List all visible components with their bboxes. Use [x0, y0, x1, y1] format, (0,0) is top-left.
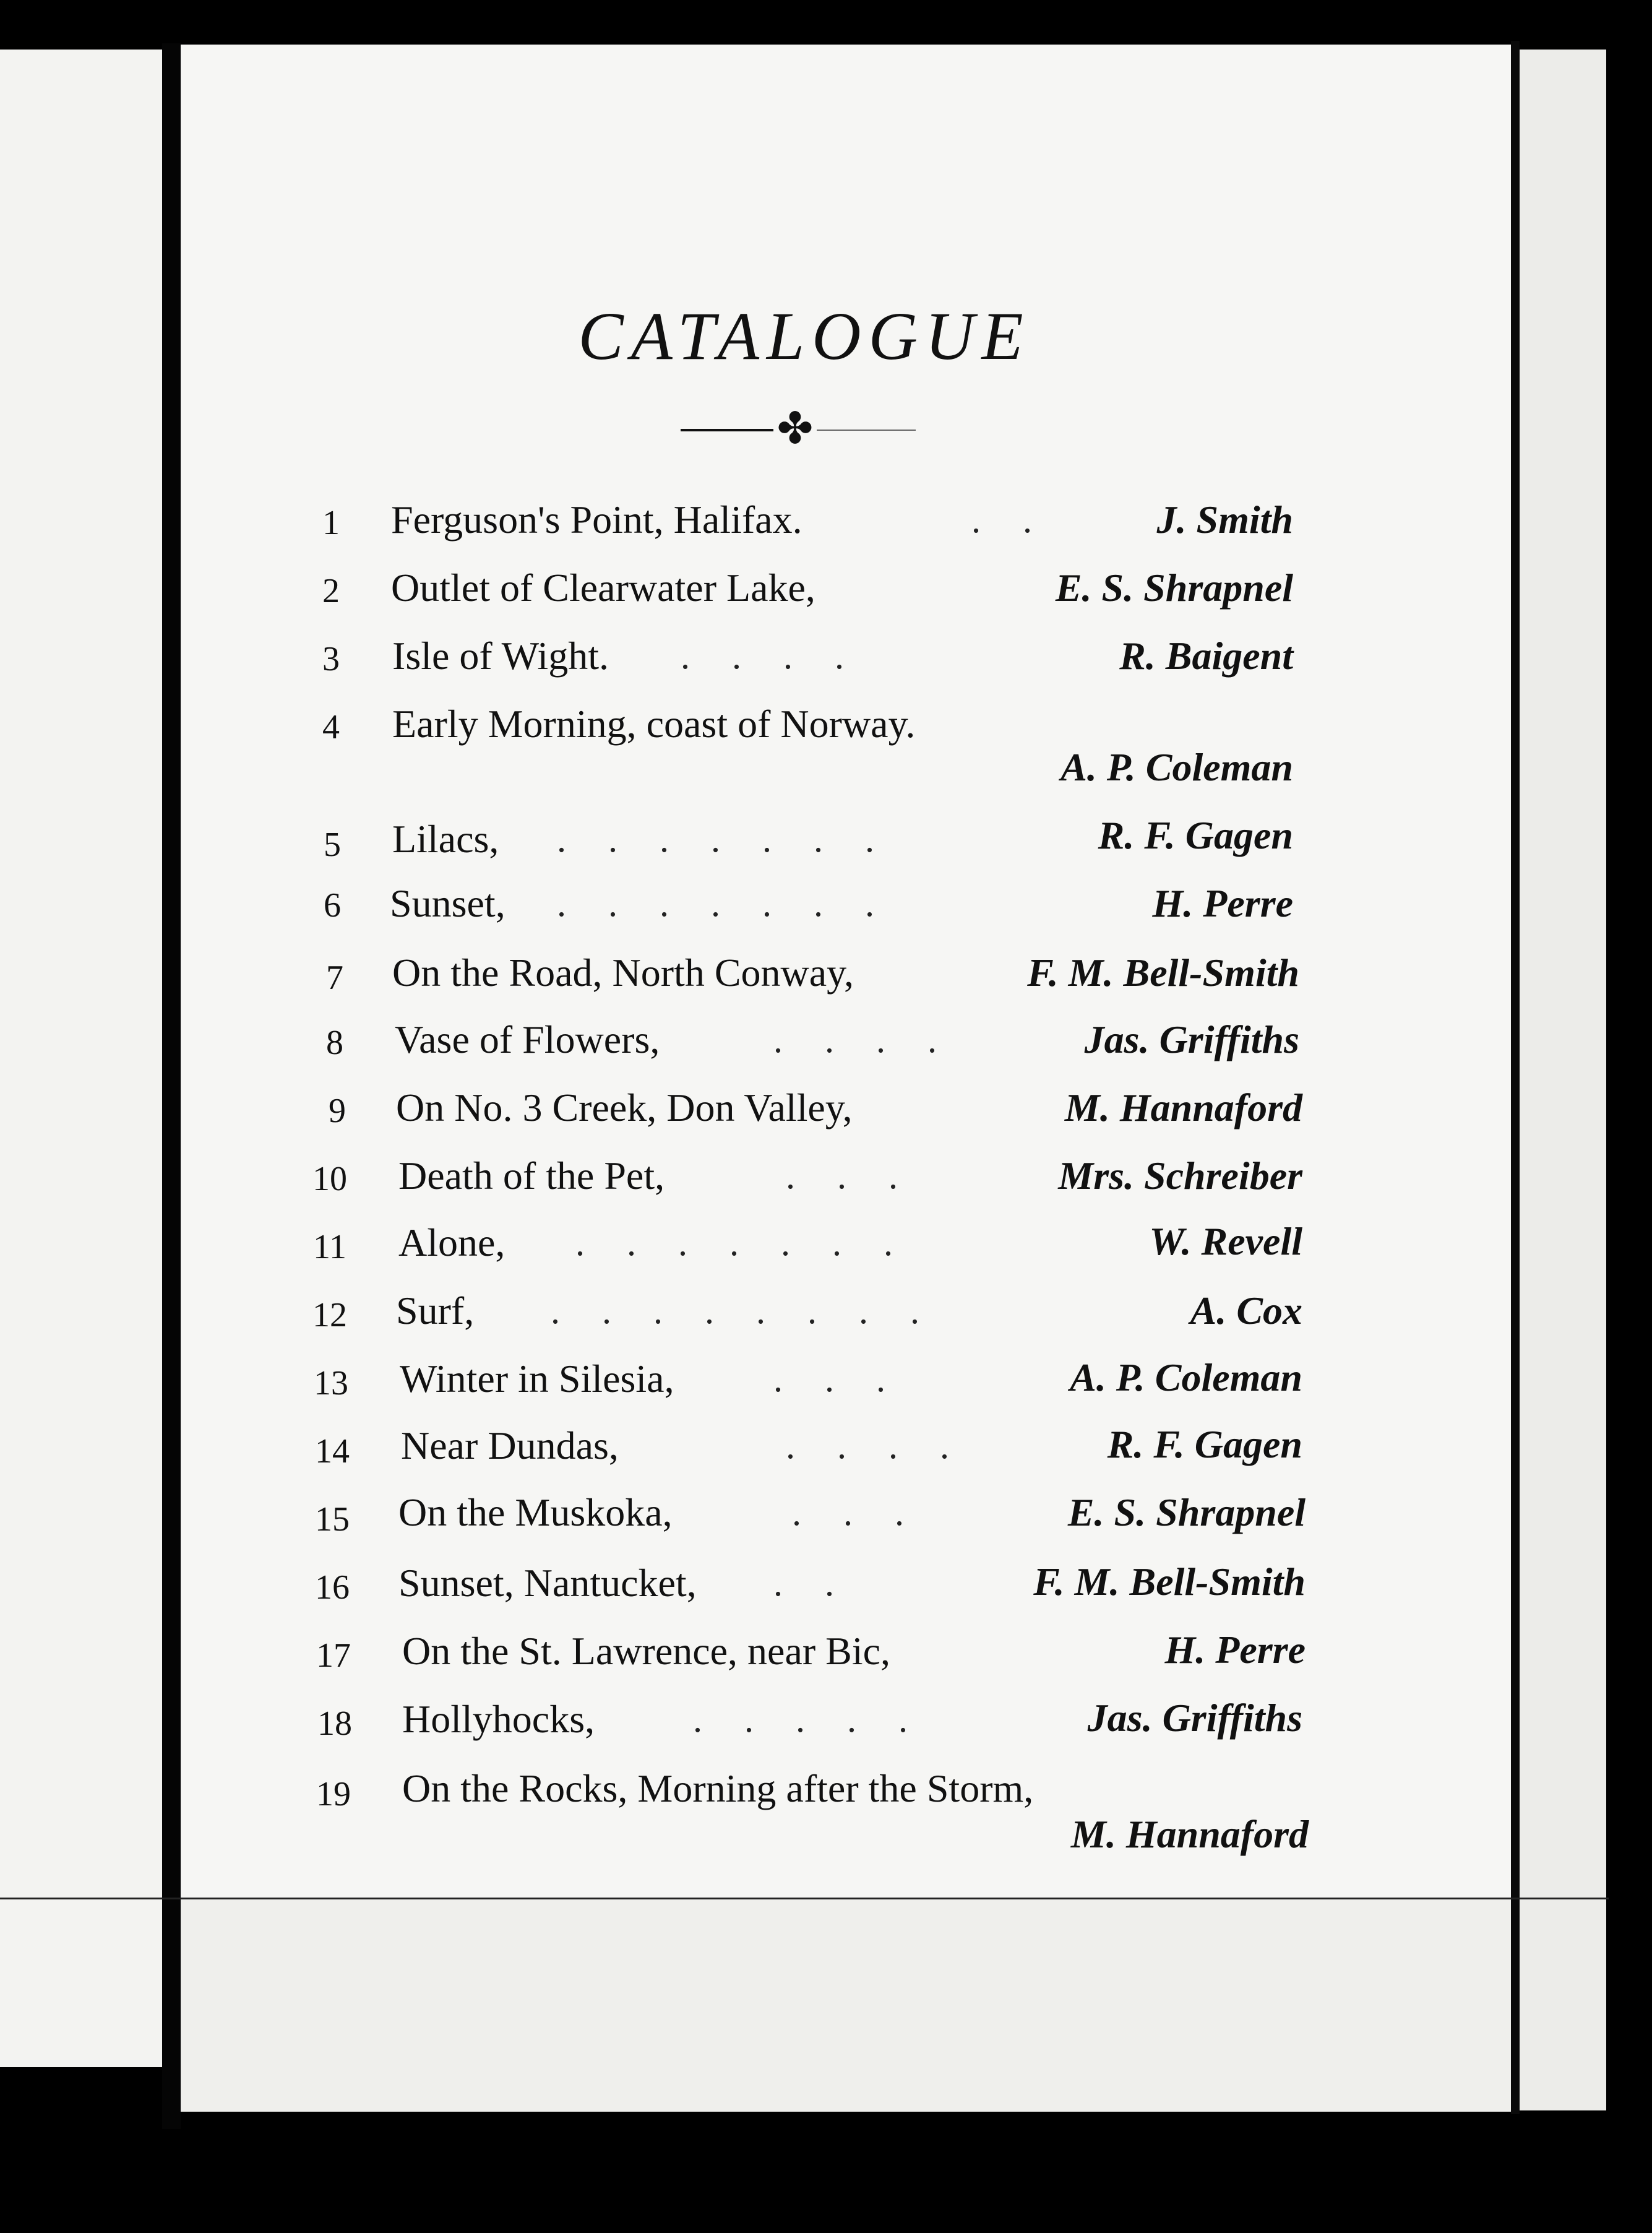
page-edge-right	[1511, 41, 1520, 2114]
dot-leaders: ....	[773, 1019, 979, 1060]
ornament-rule-left	[681, 429, 773, 431]
work-title: On the Road, North Conway,	[392, 951, 854, 995]
work-title: Lilacs,	[392, 817, 499, 861]
entry-number: 15	[315, 1500, 350, 1539]
page-title: CATALOGUE	[578, 298, 1031, 374]
dot-leaders: ...	[792, 1492, 946, 1533]
entry-number: 19	[316, 1775, 351, 1813]
dot-leaders: .......	[575, 1222, 935, 1263]
entry-number: 16	[315, 1568, 350, 1607]
dot-leaders: .....	[693, 1699, 950, 1740]
artist-name: Jas. Griffiths	[1087, 1696, 1302, 1740]
entry-number: 14	[315, 1432, 350, 1471]
entry-number: 4	[322, 708, 340, 746]
book-gutter	[162, 43, 181, 2129]
artist-name: Mrs. Schreiber	[1058, 1154, 1302, 1198]
entry-number: 8	[326, 1024, 343, 1062]
dot-leaders: ..	[773, 1563, 876, 1604]
artist-name: F. M. Bell-Smith	[1027, 951, 1299, 995]
artist-name: W. Revell	[1149, 1219, 1302, 1263]
artist-name: R. F. Gagen	[1107, 1422, 1302, 1466]
work-title: Surf,	[396, 1289, 475, 1332]
artist-name: R. Baigent	[1119, 634, 1293, 678]
work-title: Vase of Flowers,	[395, 1017, 660, 1061]
dot-leaders: ........	[551, 1290, 962, 1331]
work-title: Isle of Wight.	[392, 634, 609, 678]
work-title: Near Dundas,	[401, 1423, 619, 1467]
work-title: On the Rocks, Morning after the Storm,	[402, 1766, 1034, 1810]
entry-number: 1	[322, 504, 340, 542]
dot-leaders: ....	[681, 636, 886, 676]
work-title: Sunset,	[390, 881, 505, 925]
dot-leaders: ...	[773, 1358, 927, 1399]
artist-name: A. P. Coleman	[1060, 745, 1293, 789]
work-title: Hollyhocks,	[402, 1697, 595, 1741]
entry-number: 9	[329, 1092, 346, 1130]
artist-name: A. P. Coleman	[1070, 1355, 1302, 1399]
work-title: On No. 3 Creek, Don Valley,	[396, 1086, 853, 1129]
dot-leaders: .......	[557, 819, 916, 860]
title-ornament	[681, 405, 916, 453]
entry-number: 5	[324, 826, 341, 864]
entry-number: 12	[312, 1296, 347, 1334]
artist-name: M. Hannaford	[1064, 1086, 1302, 1129]
artist-name: M. Hannaford	[1070, 1812, 1309, 1856]
artist-name: A. Cox	[1190, 1289, 1302, 1332]
dot-leaders: ..	[971, 499, 1074, 540]
artist-name: Jas. Griffiths	[1084, 1017, 1299, 1061]
artist-name: H. Perre	[1152, 881, 1293, 925]
dot-leaders: ....	[786, 1425, 991, 1466]
facing-page-right	[1520, 50, 1606, 2110]
artist-name: E. S. Shrapnel	[1055, 566, 1293, 610]
work-title: Ferguson's Point, Halifax.	[391, 498, 802, 542]
work-title: Early Morning, coast of Norway.	[392, 702, 916, 746]
artist-name: E. S. Shrapnel	[1067, 1490, 1306, 1534]
artist-name: J. Smith	[1156, 498, 1293, 542]
entry-number: 3	[322, 640, 340, 678]
fleuron-icon: ✤	[777, 405, 814, 453]
facing-page-left	[0, 50, 162, 2067]
entry-number: 7	[326, 959, 343, 997]
work-title: Outlet of Clearwater Lake,	[391, 566, 815, 610]
work-title: Winter in Silesia,	[400, 1357, 674, 1401]
artist-name: H. Perre	[1164, 1628, 1306, 1672]
lower-page-area	[181, 1899, 1511, 2112]
work-title: Alone,	[398, 1220, 505, 1264]
artist-name: F. M. Bell-Smith	[1033, 1560, 1306, 1604]
ornament-rule-right	[817, 430, 916, 431]
work-title: On the St. Lawrence, near Bic,	[402, 1629, 891, 1673]
entry-number: 11	[313, 1228, 346, 1266]
work-title: Death of the Pet,	[398, 1154, 665, 1198]
work-title: On the Muskoka,	[398, 1490, 673, 1534]
entry-number: 2	[322, 572, 340, 610]
dot-leaders: ...	[786, 1155, 940, 1196]
work-title: Sunset, Nantucket,	[398, 1561, 697, 1605]
artist-name: R. F. Gagen	[1098, 813, 1293, 857]
entry-number: 6	[324, 886, 341, 925]
entry-number: 17	[316, 1636, 351, 1675]
entry-number: 10	[312, 1160, 347, 1198]
fold-line	[0, 1898, 1609, 1899]
entry-number: 18	[317, 1704, 352, 1743]
dot-leaders: .......	[557, 883, 916, 924]
entry-number: 13	[314, 1364, 348, 1402]
